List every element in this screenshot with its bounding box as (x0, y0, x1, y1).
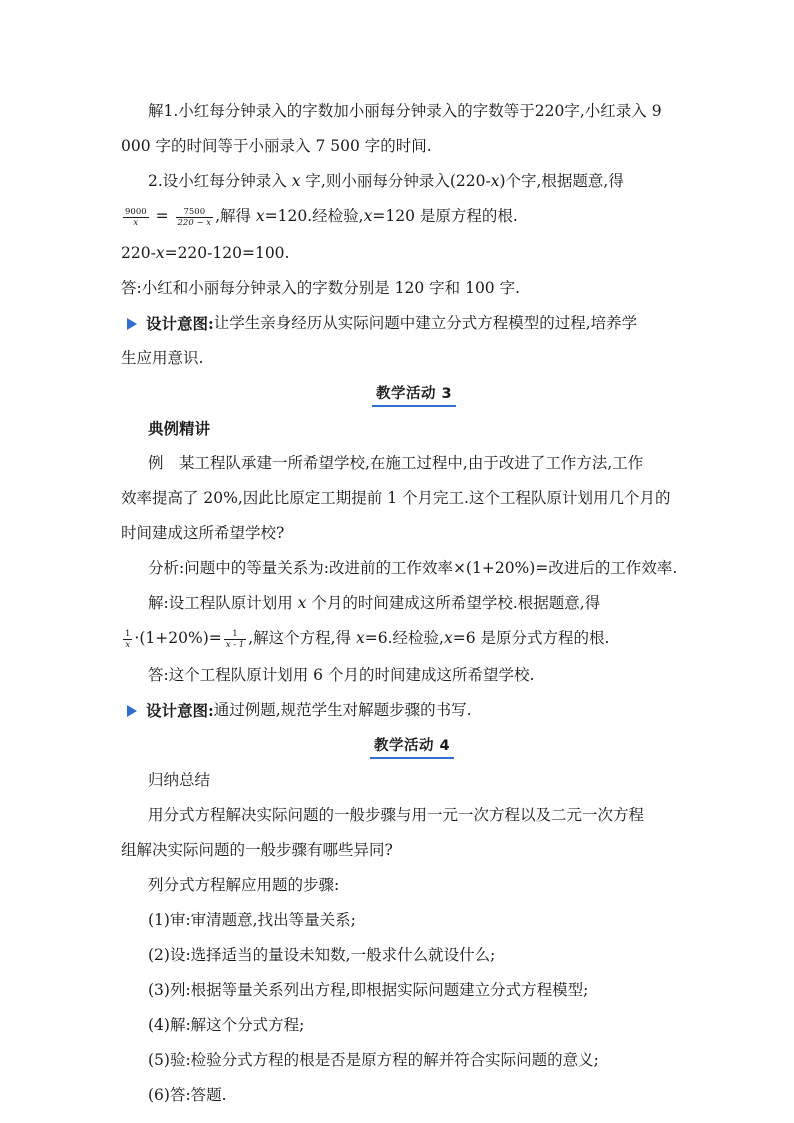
step-text: (3)列:根据等量关系列出方程,即根据实际问题建立分式方程模型; (148, 981, 589, 999)
fraction-denominator: x - 1 (225, 639, 245, 650)
equation-line (121, 199, 677, 236)
text-line (121, 551, 677, 586)
text-span: 答:小红和小丽每分钟录入的字数分别是 120 字和 100 字. (121, 279, 521, 297)
text-line (121, 586, 677, 621)
text-span: 组解决实际问题的一般步骤有哪些异同? (121, 841, 393, 859)
fraction-numerator: 9000 (125, 206, 147, 217)
fraction-numerator: 7500 (183, 206, 206, 217)
text-span: 220- (121, 244, 156, 262)
design-intent-line (121, 693, 677, 728)
variable-x: x (155, 244, 165, 262)
text-span: 解:设工程队原计划用 (148, 594, 298, 612)
variable-x: x (443, 629, 453, 647)
text-span: 例 某工程队承建一所希望学校,在施工过程中,由于改进了工作方法,工作 (148, 454, 644, 472)
text-line (121, 658, 677, 693)
section-heading-text: 教学活动 3 (372, 382, 456, 407)
fraction-denominator: x (123, 639, 132, 650)
text-line (121, 833, 677, 868)
step-item (121, 1043, 677, 1078)
subheading-text: 典例精讲 (148, 419, 211, 438)
design-intent-text: 让学生亲身经历从实际问题中建立分式方程模型的过程,培养学 (213, 314, 638, 332)
step-text: (2)设:选择适当的量设未知数,一般求什么就设什么; (148, 946, 496, 964)
text-line (121, 129, 677, 164)
design-intent-line (121, 306, 677, 341)
text-span: 个月的时间建成这所希望学校.根据题意,得 (306, 594, 601, 612)
triangle-right-icon (127, 705, 137, 717)
variable-x: x (255, 207, 265, 225)
text-line (121, 94, 677, 129)
step-text: (6)答:答题. (148, 1086, 227, 1104)
fraction (224, 629, 246, 650)
text-span: ,解得 (215, 207, 256, 225)
text-span: )个字,根据题意,得 (499, 172, 624, 190)
equation-line (121, 621, 677, 658)
fraction (123, 207, 149, 228)
text-span: =6 是原分式方程的根. (452, 629, 610, 647)
text-line (121, 341, 677, 376)
design-intent-label: 设计意图: (146, 314, 214, 333)
step-item (121, 1008, 677, 1043)
text-span: =120 是原方程的根. (372, 207, 518, 225)
text-span: 时间建成这所希望学校? (121, 524, 285, 542)
section-heading (121, 376, 677, 411)
text-span: 用分式方程解决实际问题的一般步骤与用一元一次方程以及二元一次方程 (148, 806, 645, 824)
fraction (176, 207, 214, 228)
variable-x: x (490, 172, 500, 190)
variable-x: x (363, 207, 373, 225)
design-intent-label: 设计意图: (146, 701, 214, 720)
equals-sign: = (155, 207, 169, 225)
text-line (121, 798, 677, 833)
text-span: =6.经检验, (364, 629, 444, 647)
fraction (123, 629, 132, 650)
step-text: (5)验:检验分式方程的根是否是原方程的解并符合实际问题的意义; (148, 1051, 599, 1069)
fraction-numerator: 1 (232, 628, 238, 639)
subheading (121, 411, 677, 446)
step-item (121, 1078, 677, 1113)
text-line (121, 446, 677, 481)
variable-x: x (297, 594, 307, 612)
subheading-text: 归纳总结 (148, 771, 211, 789)
text-span: ·(1+20%)= (134, 629, 222, 647)
text-span: =120.经检验, (264, 207, 364, 225)
section-heading-text: 教学活动 4 (370, 734, 454, 759)
variable-x: x (291, 172, 301, 190)
text-span: 分析:问题中的等量关系为:改进前的工作效率×(1+20%)=改进后的工作效率. (148, 559, 678, 577)
text-line (121, 868, 677, 903)
text-line (121, 164, 677, 199)
text-line (121, 271, 677, 306)
fraction-denominator: x (123, 217, 149, 228)
step-item (121, 938, 677, 973)
text-line (121, 236, 677, 271)
variable-x: x (356, 629, 365, 647)
text-span: 2.设小红每分钟录入 (148, 172, 292, 190)
design-intent-text: 通过例题,规范学生对解题步骤的书写. (213, 701, 472, 719)
document-content (121, 94, 677, 1113)
subheading (121, 763, 677, 798)
text-line (121, 481, 677, 516)
triangle-right-icon (127, 318, 137, 330)
text-span: 答:这个工程队原计划用 6 个月的时间建成这所希望学校. (148, 666, 535, 684)
text-span: =220-120=100. (164, 244, 290, 262)
step-item (121, 973, 677, 1008)
text-span: 效率提高了 20%,因此比原定工期提前 1 个月完工.这个工程队原计划用几个月的 (121, 489, 671, 507)
text-span: ,解这个方程,得 (248, 629, 357, 647)
text-span: 列分式方程解应用题的步骤: (148, 876, 340, 894)
text-line (121, 516, 677, 551)
step-item (121, 903, 677, 938)
step-text: (1)审:审清题意,找出等量关系; (148, 911, 356, 929)
text-span: 字,则小丽每分钟录入(220- (300, 172, 491, 190)
text-span: 解1.小红每分钟录入的字数加小丽每分钟录入的字数等于220字,小红录入 9 (148, 102, 662, 120)
fraction-denominator: 220 − x (177, 217, 212, 228)
text-span: 生应用意识. (121, 349, 204, 367)
text-span: 000 字的时间等于小丽录入 7 500 字的时间. (121, 137, 432, 155)
step-text: (4)解:解这个分式方程; (148, 1016, 305, 1034)
fraction-numerator: 1 (125, 628, 131, 639)
section-heading (121, 728, 677, 763)
